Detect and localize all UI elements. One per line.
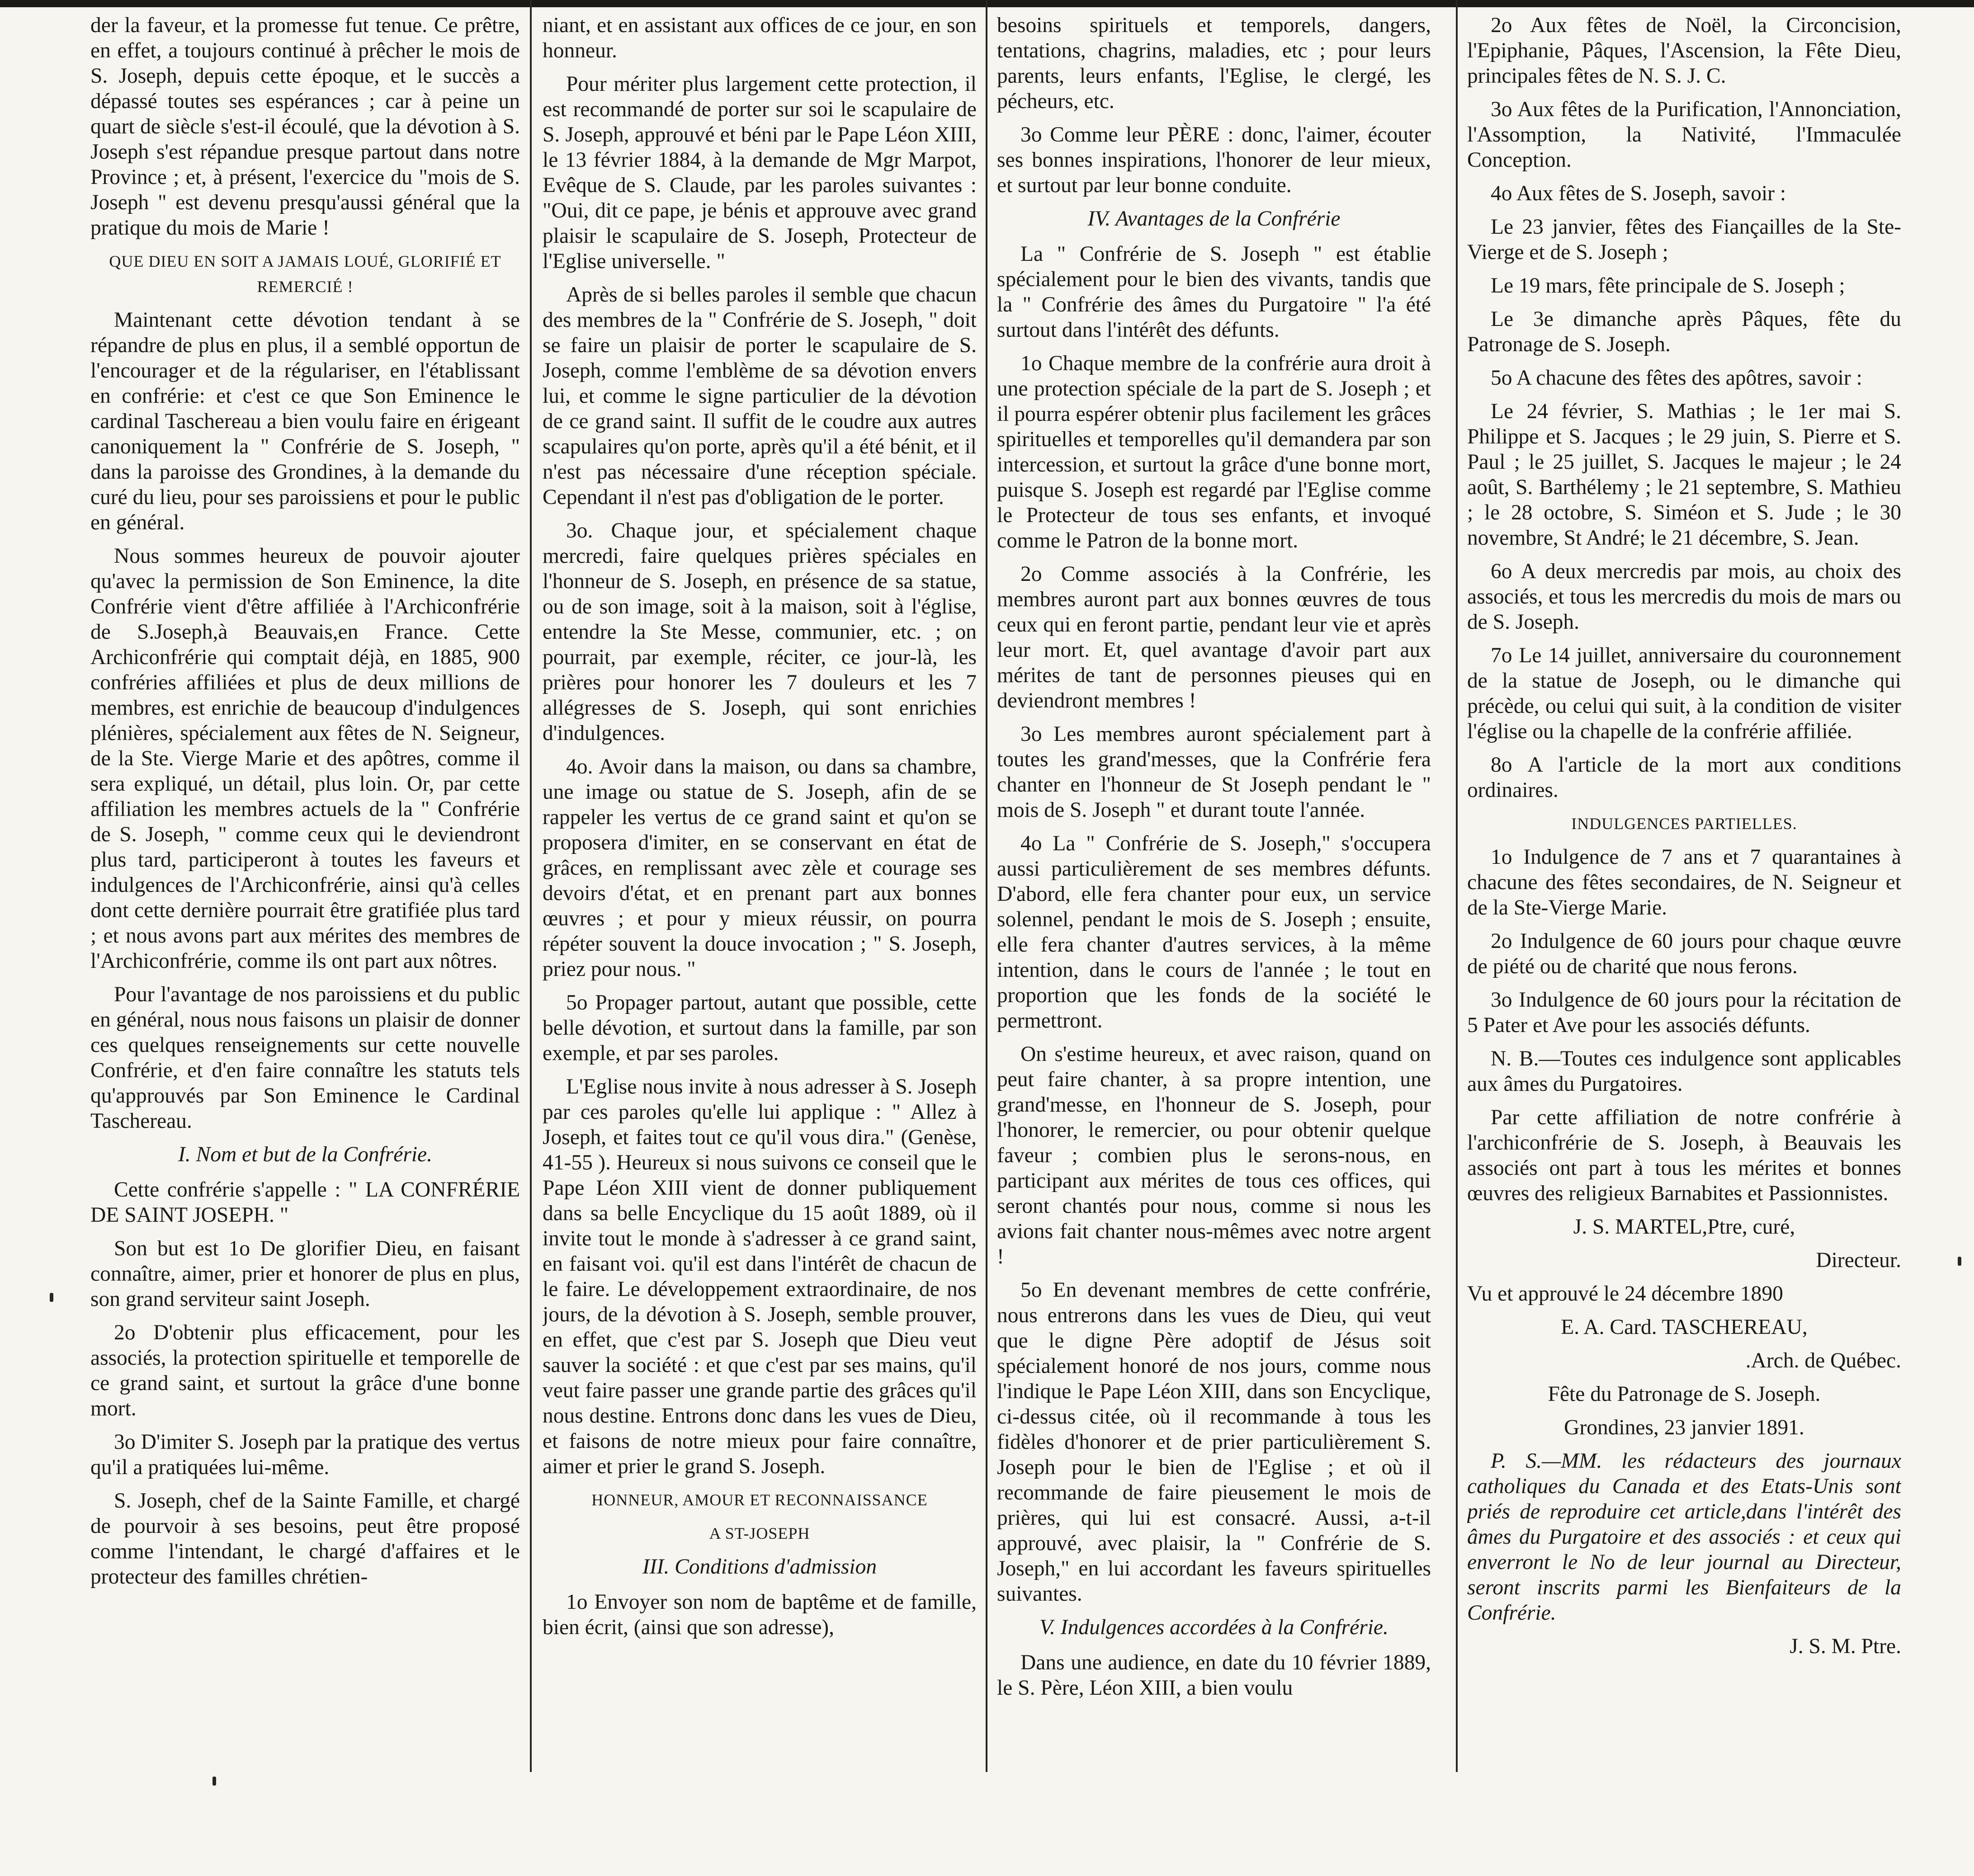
paragraph: 2o D'obtenir plus efficacement, pour les associés, la protection spirituelle et temporelle de ce grand saint, et surtout la grâce d'une bonne mort. [90, 1321, 520, 1420]
paragraph: 8o A l'article de la mort aux conditions ordinaires. [1467, 753, 1901, 802]
paragraph: 3o Les membres auront spécialement part à toutes les grand'messes, que la Confrérie fera chanter en l'honneur de St Joseph pendant le " mois de S. Joseph " et durant toute l'année. [997, 722, 1431, 822]
column-2 [543, 13, 977, 1776]
paragraph: 4o Aux fêtes de S. Joseph, savoir : [1491, 182, 1786, 205]
paragraph: Le 24 février, S. Mathias ; le 1er mai S. Philippe et S. Jacques ; le 29 juin, S. Pierre et S. Paul ; le 25 juillet, S. Jacques le majeur ; le 24 août, S. Barthélemy ; le 21 septembre, S. Mathieu ; le 28 octobre, S. Siméon et S. Jude ; le 30 novembre, St André; le 21 décembre, S. Jean. [1467, 400, 1901, 550]
paragraph: Nous sommes heureux de pouvoir ajouter qu'avec la permission de Son Eminence, la dite Confrérie vient d'être affiliée à l'Archiconfrérie de S.Joseph,à Beauvais,en France. Cette Archiconfrérie qui comptait déjà, en 1885, 900 confréries affiliées et plus de deux millions de membres, est enrichie de beaucoup d'indulgences plénières, spécialement aux fêtes de N. Seigneur, de la Ste. Vierge Marie et des apôtres, comme il sera expliqué, un détail, plus loin. Or, par cette affiliation les membres actuels de la " Confrérie de S. Joseph, " comme ceux qui le deviendront plus tard, participeront à toutes les faveurs et indulgences de l'Archiconfrérie, ainsi qu'à celles dont cette dernière pourrait être gratifiée plus tard ; et nous avons part aux mérites des membres de l'Archiconfrérie, comme ils ont part aux nôtres. [90, 544, 520, 973]
column-rule [986, 0, 987, 1772]
column-1 [90, 13, 520, 1776]
heading: HONNEUR, AMOUR ET RECONNAISSANCE [591, 1491, 928, 1509]
paragraph: Vu et approuvé le 24 décembre 1890 [1467, 1282, 1783, 1306]
paragraph: 2o Indulgence de 60 jours pour chaque œuvre de piété ou de charité que nous ferons. [1467, 929, 1901, 978]
section-title: IV. Avantages de la Confrérie [1087, 207, 1341, 231]
paragraph: Fête du Patronage de S. Joseph. [1548, 1382, 1821, 1406]
paragraph: 5o A chacune des fêtes des apôtres, savoir : [1491, 366, 1862, 390]
heading: A ST-JOSEPH [709, 1524, 810, 1542]
paragraph: Après de si belles paroles il semble que chacun des membres de la " Confrérie de S. Joseph, " doit se faire un plaisir de porter le scapulaire de S. Joseph, comme l'emblème de sa dévotion envers lui, et comme le signe particulier de la dévotion de ce grand saint. Il suffit de le coudre aux autres scapulaires qu'on porte, après qu'il a été bénit, et il n'est pas nécessaire d'une réception spéciale. Cependant il n'est pas d'obligation de le porter. [543, 283, 977, 509]
paragraph: 2o Aux fêtes de Noël, la Circoncision, l'Epiphanie, Pâques, l'Ascension, la Fête Dieu, principales fêtes de N. S. J. C. [1467, 14, 1901, 88]
paragraph: 3o. Chaque jour, et spécialement chaque mercredi, faire quelques prières spéciales en l'honneur de S. Joseph, en présence de sa statue, ou de son image, soit à la maison, soit à l'église, entendre la Ste Messe, communier, etc. ; on pourrait, par exemple, réciter, ce jour-là, les prières pour honorer les 7 douleurs et les 7 allégresses de S. Joseph, qui sont enrichies d'indulgences. [543, 519, 977, 745]
paragraph: der la faveur, et la promesse fut tenue. Ce prêtre, en effet, a toujours continué à prêcher le mois de S. Joseph, depuis cette époque, et le succès a dépassé toutes ses espérances ; car à peine un quart de siècle s'est-il écoulé, que la dévotion à S. Joseph s'est répandue presque partout dans notre Province ; et, à présent, l'exercice du "mois de S. Joseph " est devenu presqu'aussi général que la pratique du mois de Marie ! [90, 14, 520, 240]
paragraph: 6o A deux mercredis par mois, au choix des associés, et tous les mercredis du mois de mars ou de S. Joseph. [1467, 560, 1901, 634]
column-3 [997, 13, 1431, 1776]
print-speck [50, 1293, 53, 1302]
paragraph: Le 23 janvier, fêtes des Fiançailles de la Ste-Vierge et de S. Joseph ; [1467, 215, 1901, 264]
print-speck [1958, 1257, 1961, 1266]
paragraph: 3o Aux fêtes de la Purification, l'Annonciation, l'Assomption, la Nativité, l'Immaculée Conception. [1467, 98, 1901, 172]
paragraph: Pour l'avantage de nos paroissiens et du public en général, nous nous faisons un plaisir de donner ces quelques renseignements sur cette nouvelle Confrérie, et d'en faire connaître les statuts tels qu'approuvés par Son Eminence le Cardinal Taschereau. [90, 983, 520, 1133]
paragraph: On s'estime heureux, et avec raison, quand on peut faire chanter, à sa propre intention, une grand'messe, en l'honneur de S. Joseph, pour l'honorer, le remercier, ou pour obtenir quelque faveur ; combien plus le serons-nous, en participant aux mérites de tous ces offices, qui seront chantés pour nous, comme si nous les avions fait chanter nous-mêmes avec notre argent ! [997, 1042, 1431, 1268]
section-title: I. Nom et but de la Confrérie. [178, 1143, 433, 1166]
signature-title: .Arch. de Québec. [1745, 1349, 1901, 1372]
heading: QUE DIEU EN SOIT A JAMAIS LOUÉ, GLORIFIÉ ET REMERCIÉ ! [109, 252, 501, 296]
paragraph: Dans une audience, en date du 10 février 1889, le S. Père, Léon XIII, a bien voulu [997, 1651, 1431, 1700]
paragraph: L'Eglise nous invite à nous adresser à S. Joseph par ces paroles qu'elle lui applique : " Allez à Joseph, et faites tout ce qu'il vous dira." (Genèse, 41-55 ). Heureux si nous suivons ce conseil que le Pape Léon XIII vient de donner publiquement dans sa belle Encyclique du 15 août 1889, où il invite tout le monde à s'adresser à ce grand saint, en faisant voi. qu'il est dans l'intérêt de chacun de le faire. Le développement extraordinaire, de nos jours, de la dévotion à S. Joseph, semble prouver, en effet, que c'est par S. Joseph que Dieu veut sauver la société : et que c'est par ses mains, qu'il veut faire passer une grande partie des grâces qu'il nous destine. Entrons donc dans les vues de Dieu, et faisons de notre mieux pour faire connaître, aimer et prier le grand S. Joseph. [543, 1075, 977, 1478]
paragraph: 4o La " Confrérie de S. Joseph," s'occupera aussi particulièrement de ses membres défunts. D'abord, elle fera chanter pour eux, un service solennel, pendant le mois de S. Joseph ; ensuite, elle fera chanter d'autres services, à la même intention, dans le cours de l'année ; le tout en proportion que les fonds de la société le permettront. [997, 832, 1431, 1032]
paragraph: Par cette affiliation de notre confrérie à l'archiconfrérie de S. Joseph, à Beauvais les associés ont part à tous les mérites et bonnes œuvres des religieux Barnabites et Passionnistes. [1467, 1106, 1901, 1205]
paragraph: La " Confrérie de S. Joseph " est établie spécialement pour le bien des vivants, tandis que la " Confrérie des âmes du Purgatoire " l'a été surtout dans l'intérêt des défunts. [997, 242, 1431, 342]
print-speck [213, 1777, 216, 1786]
paragraph: 1o Indulgence de 7 ans et 7 quarantaines à chacune des fêtes secondaires, de N. Seigneur et de la Ste-Vierge Marie. [1467, 845, 1901, 919]
column-rule [1456, 0, 1458, 1772]
column-4 [1467, 13, 1901, 1776]
section-title: III. Conditions d'admission [642, 1555, 877, 1579]
paragraph: Pour mériter plus largement cette protection, il est recommandé de porter sur soi le scapulaire de S. Joseph, approuvé et béni par le Pape Léon XIII, le 13 février 1884, à la demande de Mgr Marpot, Evêque de S. Claude, par les paroles suivantes : "Oui, dit ce pape, je bénis et approuve avec grand plaisir le scapulaire de S. Joseph, Protecteur de l'Eglise universelle. " [543, 72, 977, 273]
paragraph: 1o Envoyer son nom de baptême et de famille, bien écrit, (ainsi que son adresse), [543, 1590, 977, 1639]
paragraph: niant, et en assistant aux offices de ce jour, en son honneur. [543, 14, 977, 62]
postscript: P. S.—MM. les rédacteurs des journaux catholiques du Canada et des Etats-Unis sont priés de reproduire cet article,dans l'intérêt des âmes du Purgatoire et des associés : et ceux qui enverront le No de leur journal au Directeur, seront inscrits parmi les Bienfaiteurs de la Confrérie. [1467, 1449, 1901, 1625]
paragraph: Cette confrérie s'appelle : " LA CONFRÉRIE DE SAINT JOSEPH. " [90, 1178, 520, 1227]
paragraph: 3o D'imiter S. Joseph par la pratique des vertus qu'il a pratiquées lui-même. [90, 1430, 520, 1479]
paragraph: Le 3e dimanche après Pâques, fête du Patronage de S. Joseph. [1467, 307, 1901, 356]
paragraph: N. B.—Toutes ces indulgence sont applicables aux âmes du Purgatoires. [1467, 1047, 1901, 1096]
section-title: V. Indulgences accordées à la Confrérie. [1039, 1616, 1388, 1639]
paragraph: besoins spirituels et temporels, dangers, tentations, chagrins, maladies, etc ; pour leurs parents, leurs enfants, l'Eglise, le clergé, les pécheurs, etc. [997, 14, 1431, 113]
signature: J. S. M. Ptre. [1790, 1635, 1901, 1658]
signature-title: Directeur. [1816, 1249, 1901, 1272]
paragraph: 3o Comme leur PÈRE : donc, l'aimer, écouter ses bonnes inspirations, l'honorer de leur mieux, et surtout par leur bonne conduite. [997, 123, 1431, 197]
paragraph: 5o Propager partout, autant que possible, cette belle dévotion, et surtout dans la famille, par son exemple, et par ses paroles. [543, 991, 977, 1065]
paragraph: 7o Le 14 juillet, anniversaire du couronnement de la statue de Joseph, ou le dimanche qui précède, ou celui qui suit, à la condition de visiter l'église ou la chapelle de la confrérie affiliée. [1467, 644, 1901, 743]
paragraph: Maintenant cette dévotion tendant à se répandre de plus en plus, il a semblé opportun de l'encourager et de la régulariser, en l'établissant en confrérie: et c'est ce que Son Eminence le cardinal Taschereau a bien voulu faire en érigeant canoniquement la " Confrérie de S. Joseph, " dans la paroisse des Grondines, à la demande du curé du lieu, pour ses paroissiens et pour le public en général. [90, 308, 520, 534]
heading: INDULGENCES PARTIELLES. [1571, 815, 1797, 833]
paragraph: S. Joseph, chef de la Sainte Famille, et chargé de pourvoir à ses besoins, peut être proposé comme l'intendant, le chargé d'affaires et le protecteur des familles chrétien- [90, 1489, 520, 1588]
paragraph: 4o. Avoir dans la maison, ou dans sa chambre, une image ou statue de S. Joseph, afin de se rappeler les vertus de ce grand saint et qu'on se proposera d'imiter, en se conservant en état de grâces, en remplissant avec zèle et courage ses devoirs d'état, et en prenant part aux bonnes œuvres ; et pour y mieux réussir, on pourra répéter souvent la douce invocation ; " S. Joseph, priez pour nous. " [543, 755, 977, 981]
paragraph: Son but est 1o De glorifier Dieu, en faisant connaître, aimer, prier et honorer de plus en plus, son grand serviteur saint Joseph. [90, 1237, 520, 1311]
paragraph: 3o Indulgence de 60 jours pour la récitation de 5 Pater et Ave pour les associés défunts. [1467, 988, 1901, 1037]
signature: J. S. MARTEL,Ptre, curé, [1573, 1215, 1795, 1239]
signature: E. A. Card. TASCHEREAU, [1561, 1315, 1808, 1339]
paragraph: 1o Chaque membre de la confrérie aura droit à une protection spéciale de la part de S. Joseph ; et il pourra espérer obtenir plus facilement les grâces spirituelles et temporelles qu'il demandera par son intercession, et surtout la grâce d'une bonne mort, puisque S. Joseph est regardé par l'Eglise comme le Protecteur de tous ses enfants, et invoqué comme le Patron de la bonne mort. [997, 352, 1431, 552]
paragraph: Le 19 mars, fête principale de S. Joseph ; [1491, 274, 1845, 297]
paragraph: 2o Comme associés à la Confrérie, les membres auront part aux bonnes œuvres de tous ceux qui en feront partie, pendant leur vie et après leur mort. Et, quel avantage d'avoir part aux mérites de tant de personnes pieuses qui en deviendront membres ! [997, 562, 1431, 712]
column-rule [530, 0, 532, 1772]
dateline: Grondines, 23 janvier 1891. [1564, 1416, 1804, 1439]
paragraph: 5o En devenant membres de cette confrérie, nous entrerons dans les vues de Dieu, qui veut que le digne Père adoptif de Jésus soit spécialement honoré de nos jours, comme nous l'indique le Pape Léon XIII, dans son Encyclique, ci-dessus citée, où il recommande à tous les fidèles d'honorer et de prier particulièrement S. Joseph pour le bien de l'Eglise ; et où il recommande de faire pieusement le mois de prières, qui lui est consacré. Aussi, a-t-il approuvé, avec plaisir, la " Confrérie de S. Joseph," en lui accordant les faveurs spirituelles suivantes. [997, 1278, 1431, 1606]
